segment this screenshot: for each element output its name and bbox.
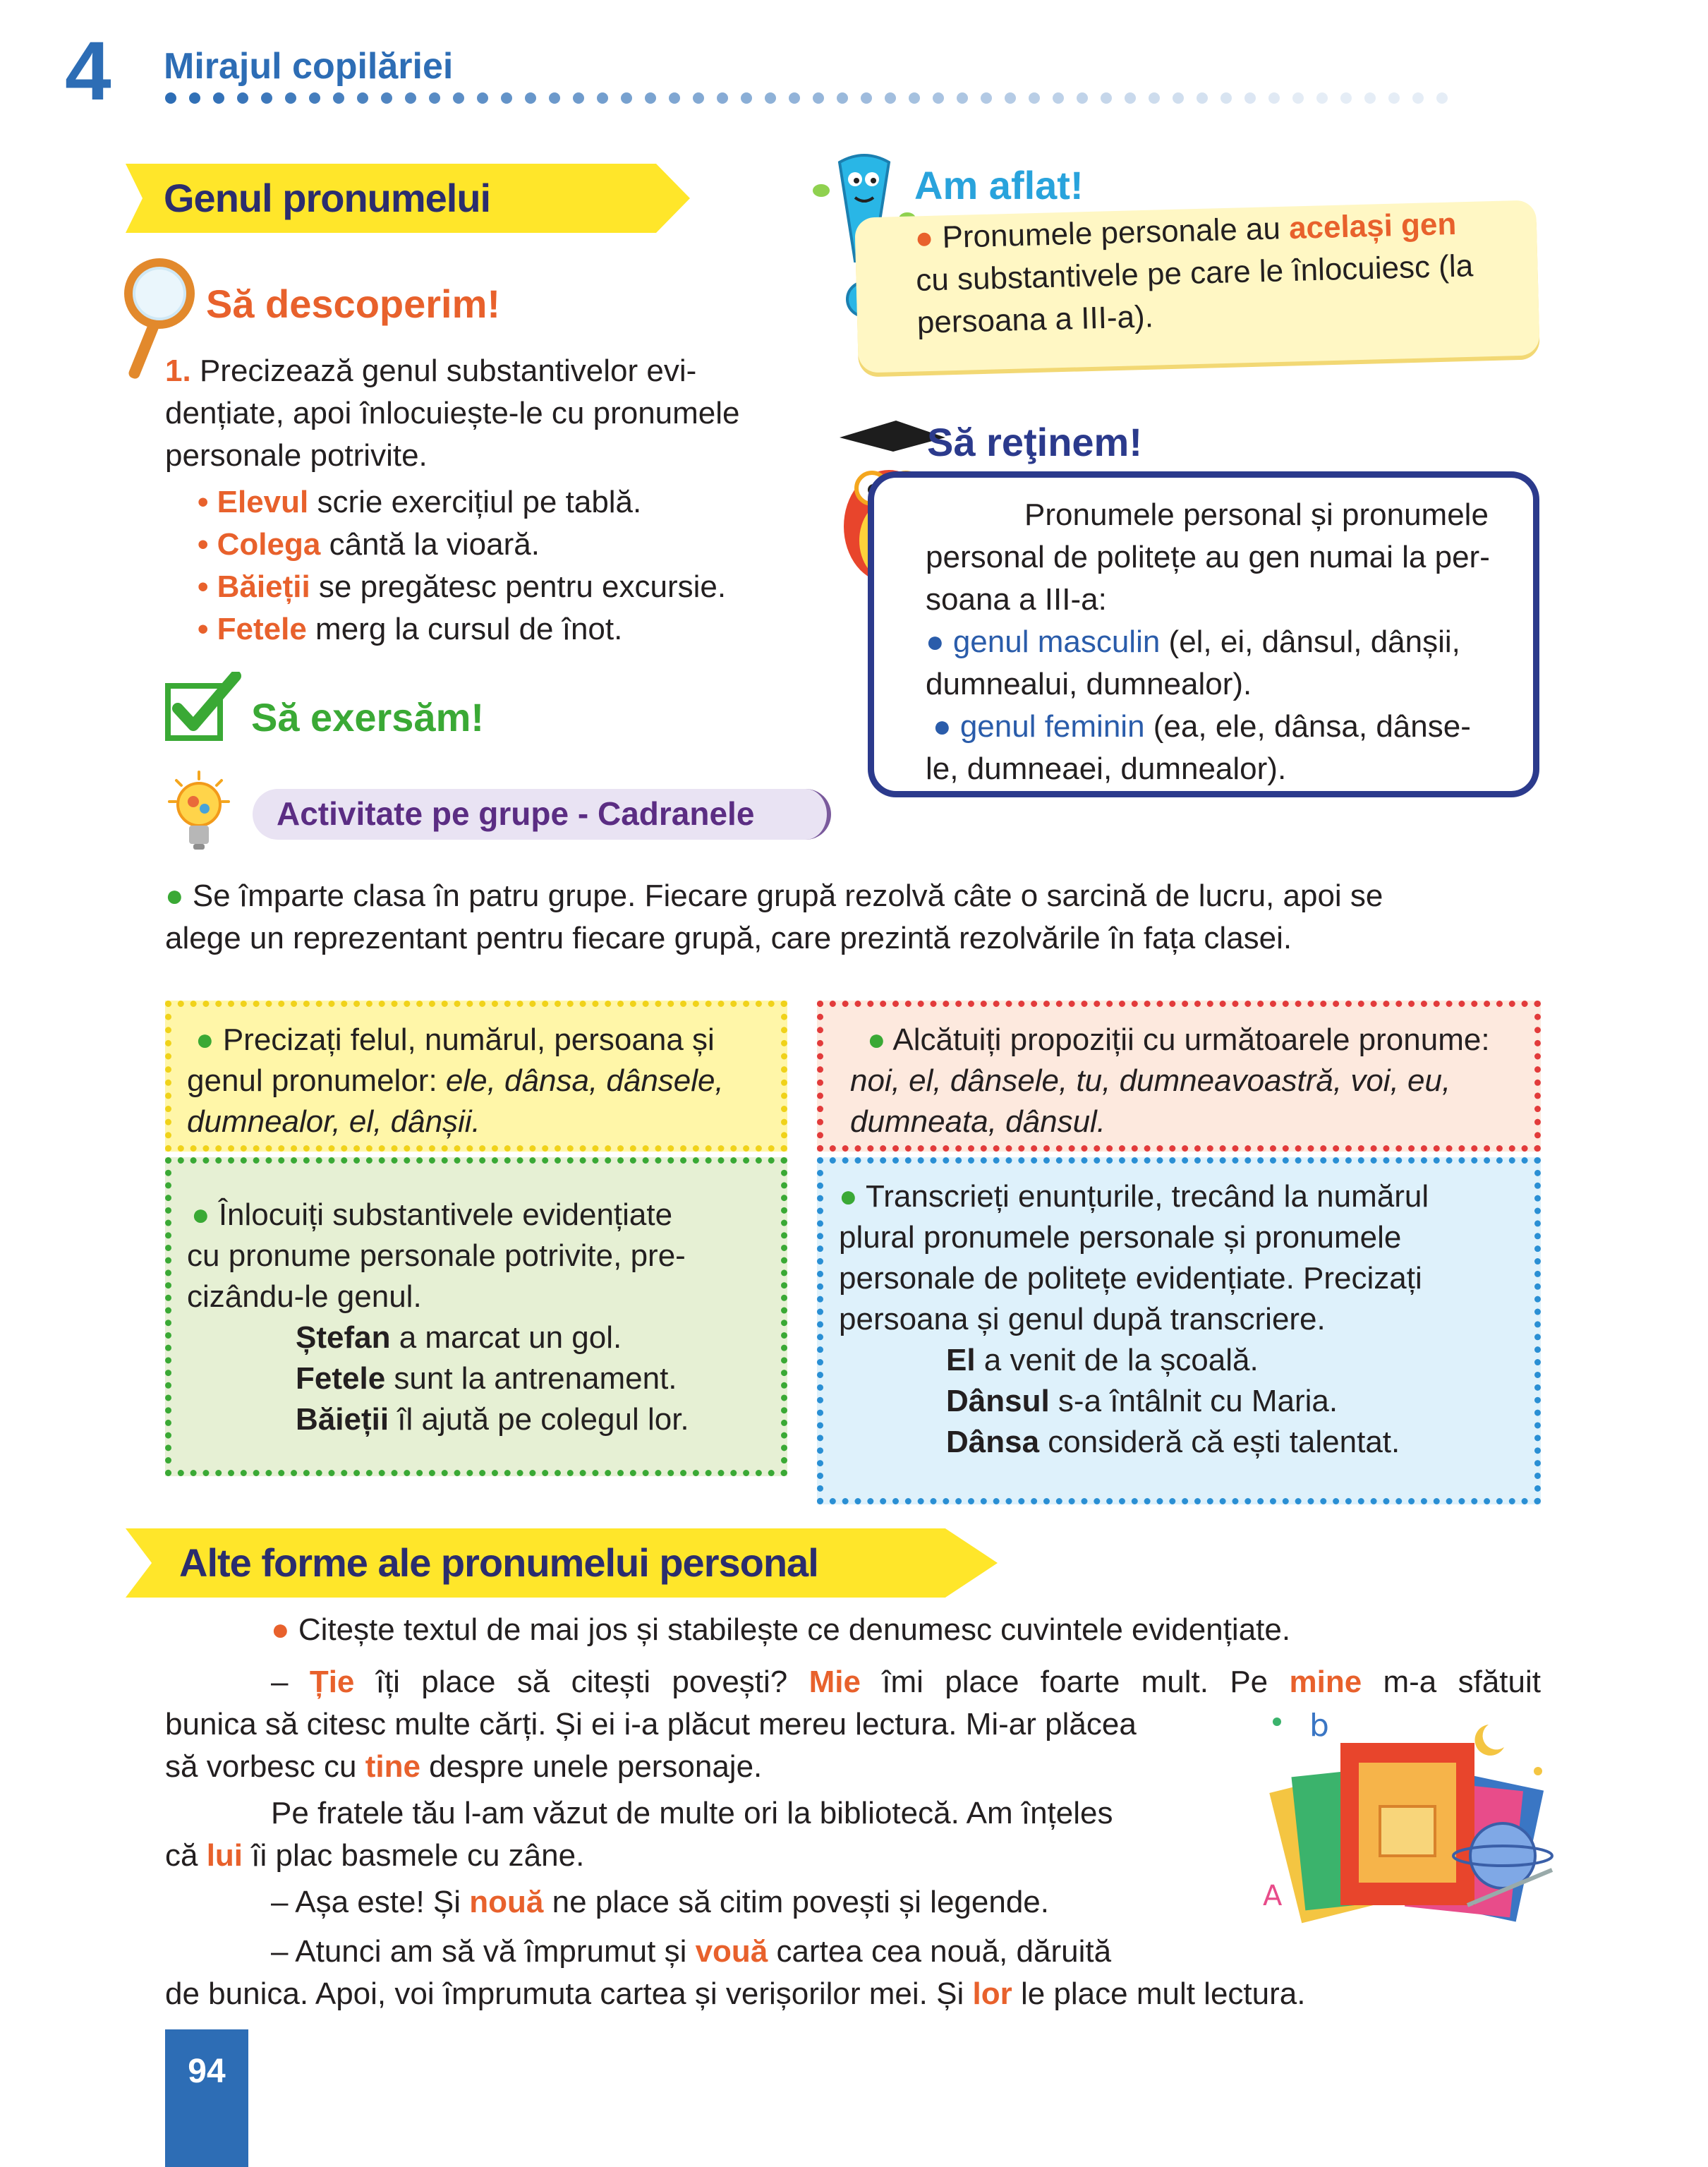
instruction-line-2: dențiate, apoi înlocuiește-le cu pronumele — [165, 396, 740, 430]
exercise-heading: Să exersăm! — [251, 695, 485, 740]
books-illustration — [1256, 1694, 1566, 1933]
header-dot — [1149, 92, 1160, 104]
header-dot — [1436, 92, 1448, 104]
remember-text: Pronumele personal și pronumele personal de politețe au gen numai la per- soana a III-a: ● genul masculin (el, ei, dânsul, dânșii, dumnealui, dumnealor). ● genul feminin (ea, ele, dânsa, dânse- le, dumneaei, dumnealor). — [926, 497, 1490, 786]
header-dot — [213, 92, 224, 104]
header-dot — [1388, 92, 1400, 104]
header-dot — [573, 92, 584, 104]
header-dot — [333, 92, 344, 104]
exercise-number: 1. — [165, 354, 191, 388]
header-dot — [1029, 92, 1040, 104]
header-dot — [909, 92, 920, 104]
header-dot — [1101, 92, 1112, 104]
list-item: • Băieții se pregătesc pentru excursie. — [198, 569, 727, 604]
header-dot — [957, 92, 968, 104]
header-dot — [597, 92, 608, 104]
header-dot — [1340, 92, 1352, 104]
page-number: 94 — [188, 2053, 226, 2090]
header-dot — [717, 92, 728, 104]
header-dot — [837, 92, 848, 104]
header-dot — [525, 92, 536, 104]
checkmark-icon — [165, 672, 241, 742]
header-dot — [885, 92, 896, 104]
group-box-3: ● Înlocuiți substantivele evidențiate cu pronume personale potrivite, pre- cizându-le genul. Ștefan a marcat un gol. Fetele sunt la antrenament. Băieții îl ajută pe colegul lor. — [165, 1157, 787, 1476]
chapter-number: 4 — [65, 25, 111, 118]
discover-list — [198, 481, 832, 651]
group-box-2: ● Alcătuiți propoziții cu următoarele pronume: noi, el, dânsele, tu, dumneavoastră, voi, eu, dumneata, dânsul. — [817, 1001, 1541, 1152]
header-dot — [1173, 92, 1184, 104]
group-box-4: ● Transcrieți enunțurile, trecând la numărul plural pronumele personale și pronumele personale de politețe evidențiate. Precizați persoana și genul după transcriere. El a venit de la școală. Dânsul s-a întâlnit cu Maria. Dânsa consideră că ești talentat. — [817, 1157, 1541, 1504]
instruction-line-3: personale potrivite. — [165, 438, 428, 473]
header-dot — [789, 92, 800, 104]
instruction-line-1: Precizează genul substantivelor evi- — [199, 354, 697, 388]
header-dot — [261, 92, 272, 104]
header-dot — [1053, 92, 1064, 104]
svg-text:b: b — [1309, 1708, 1329, 1744]
learned-heading: Am aflat! — [914, 163, 1084, 207]
reading-paragraph-1: – Ție îți place să citești povești? Mie îmi place foarte mult. Pe mine m-a sfătuit bunica să citesc multe cărți. Și ei i-a plăcut mereu lectura. Mi-ar plăcea să vorbesc cu tine despre unele personaje. — [165, 1665, 1541, 1784]
reading-paragraph-4: – Atunci am să vă împrumut și vouă cartea cea nouă, dăruită de bunica. Apoi, voi împrumuta cartea și verișorilor mei. Și lor le place mult lectura. — [165, 1934, 1306, 2011]
header-dot — [357, 92, 368, 104]
header-dot — [309, 92, 320, 104]
header-dot — [693, 92, 704, 104]
header-dot — [669, 92, 680, 104]
list-item: • Elevul scrie exercițiul pe tablă. — [198, 485, 642, 519]
header-dot — [1197, 92, 1208, 104]
header-dot — [813, 92, 824, 104]
reading-instruction: ● Citește textul de mai jos și stabilește ce denumesc cuvintele evidențiate. — [271, 1612, 1291, 1647]
list-item: • Colega cântă la vioară. — [198, 527, 540, 562]
activity-label: Activitate pe grupe - Cadranele — [277, 795, 755, 832]
header-dot — [165, 92, 176, 104]
header-dot — [645, 92, 656, 104]
header-dot — [1077, 92, 1088, 104]
header-dot — [1268, 92, 1280, 104]
header-dot — [1005, 92, 1016, 104]
reading-paragraph-3: – Așa este! Și nouă ne place să citim povești și legende. — [271, 1885, 1050, 1919]
page-number-tab — [165, 2029, 248, 2167]
header-dot — [429, 92, 440, 104]
header-dot — [549, 92, 560, 104]
list-item: • Fetele merg la cursul de înot. — [198, 612, 623, 646]
svg-text:A: A — [1263, 1880, 1283, 1912]
header-dots-divider — [164, 90, 1476, 106]
header-dot — [1364, 92, 1376, 104]
group-box-1: ● Precizați felul, numărul, persoana și genul pronumelor: ele, dânsa, dânsele, dumnealor, el, dânșii. — [165, 1001, 787, 1152]
header-dot — [765, 92, 776, 104]
header-dot — [285, 92, 296, 104]
header-dot — [981, 92, 992, 104]
header-dot — [501, 92, 512, 104]
header-dot — [477, 92, 488, 104]
header-dot — [621, 92, 632, 104]
header-dot — [1125, 92, 1136, 104]
remember-heading: Să reţinem! — [927, 420, 1142, 464]
reading-paragraph-2: Pe fratele tău l-am văzut de multe ori la bibliotecă. Am înțeles că lui îi plac basmele cu zâne. — [165, 1796, 1113, 1873]
header-dot — [1244, 92, 1256, 104]
lightbulb-icon — [166, 769, 231, 854]
chapter-title: Mirajul copilăriei — [164, 46, 454, 87]
header-dot — [1292, 92, 1304, 104]
header-dot — [741, 92, 752, 104]
group-intro: ● Se împarte clasa în patru grupe. Fiecare grupă rezolvă câte o sarcină de lucru, apoi se alege un reprezentant pentru fiecare grupă, care prezintă rezolvările în fața clasei. — [165, 879, 1383, 955]
header-dot — [1412, 92, 1424, 104]
discover-instruction — [165, 350, 800, 477]
section-title-other-forms: Alte forme ale pronumelui personal — [179, 1540, 818, 1585]
header-dot — [1221, 92, 1232, 104]
header-dot — [453, 92, 464, 104]
header-dot — [237, 92, 248, 104]
learned-text: ● Pronumele personale au același gen cu substantivele pe care le înlocuiesc (la persoana a III-a). — [914, 206, 1474, 340]
discover-heading: Să descoperim! — [206, 282, 501, 326]
section-title-gender: Genul pronumelui — [164, 176, 491, 220]
header-dot — [405, 92, 416, 104]
header-dot — [933, 92, 944, 104]
header-dot — [1316, 92, 1328, 104]
header-dot — [381, 92, 392, 104]
header-dot — [861, 92, 872, 104]
header-dot — [189, 92, 200, 104]
